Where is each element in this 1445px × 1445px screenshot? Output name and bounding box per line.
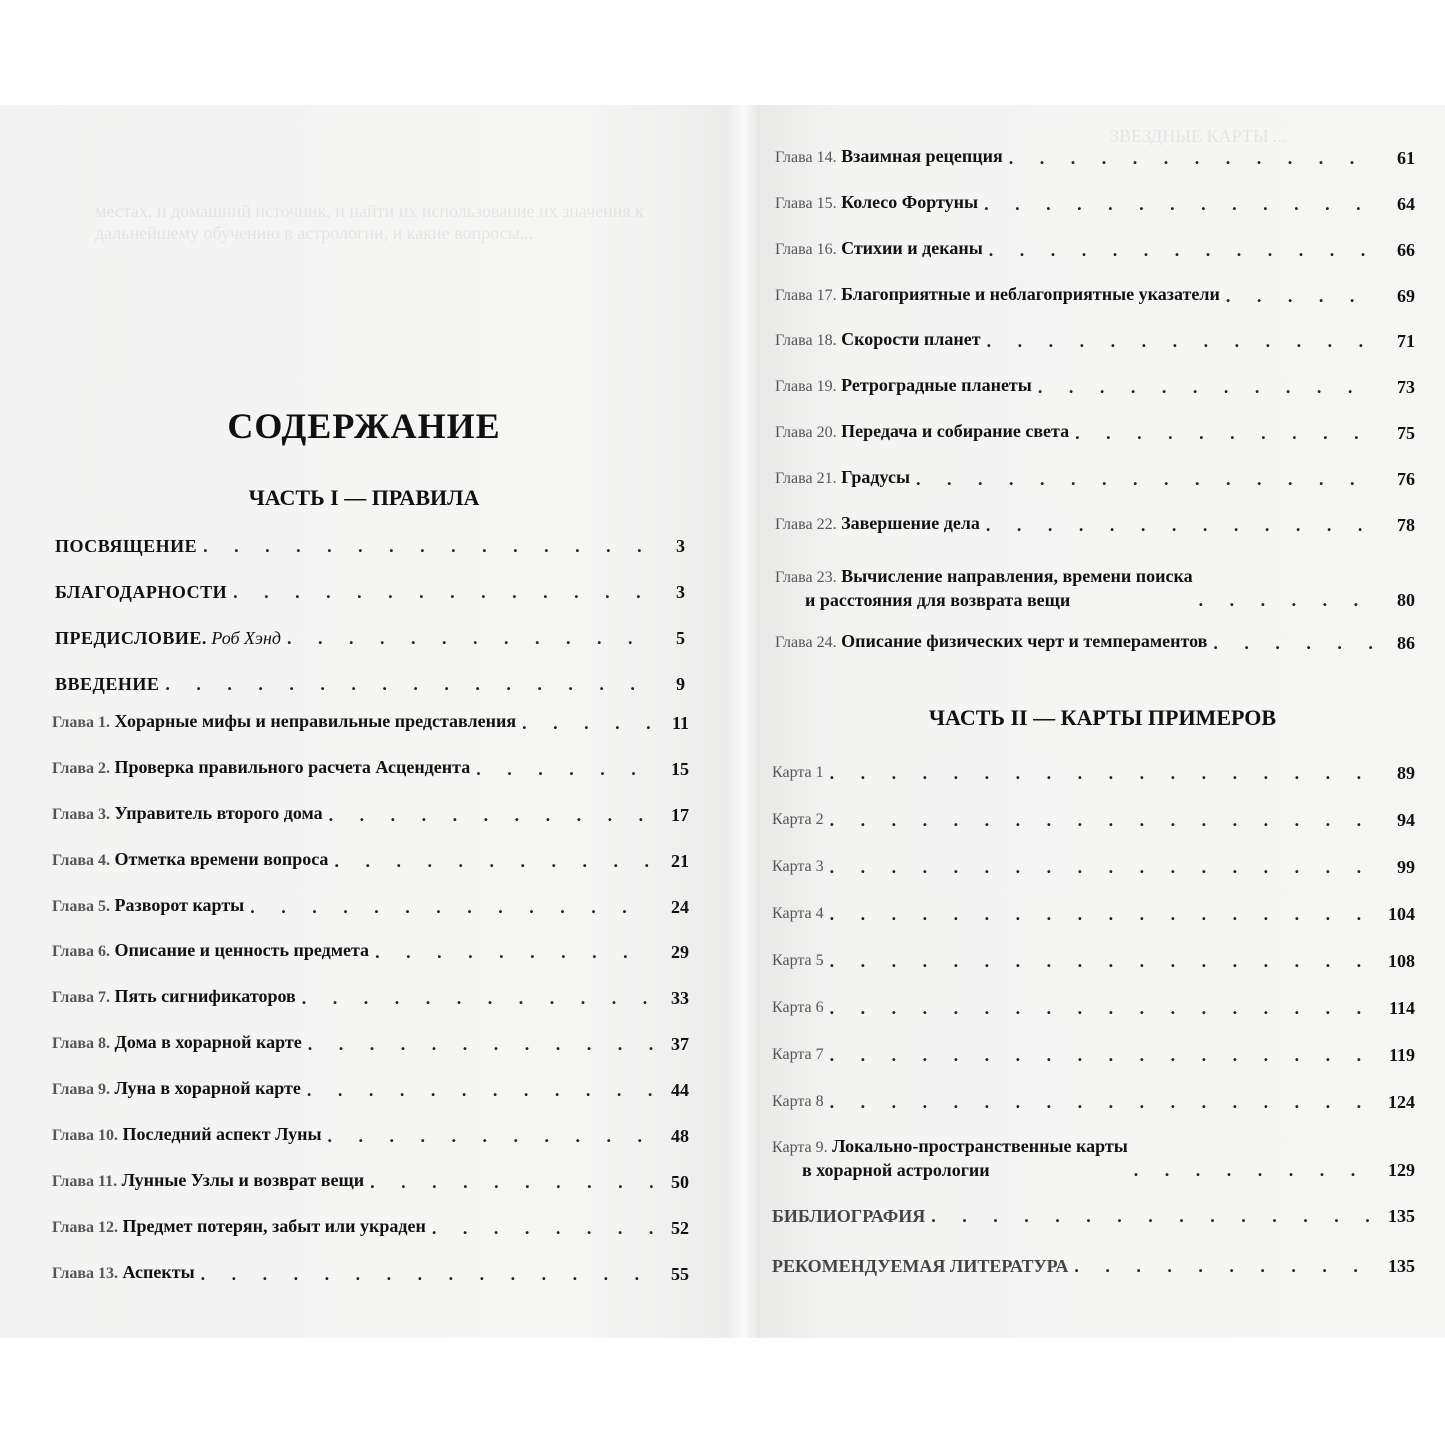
toc-entry-label (52, 802, 323, 826)
chapter-number: Глава 9. (52, 1081, 110, 1098)
page-number: 76 (1397, 469, 1415, 489)
page-number: 48 (671, 1126, 689, 1146)
dot-leader (1199, 589, 1379, 611)
chapter-title: Проверка правильного расчета Асцендента (114, 757, 471, 777)
chapter-title-continuation (772, 1159, 1128, 1181)
toc-entry[interactable] (772, 760, 1415, 784)
toc-entry-label (775, 328, 981, 352)
page-number: 104 (1388, 904, 1415, 924)
page-number: 33 (671, 988, 689, 1008)
chapter-number: Карта 4 (772, 905, 824, 922)
toc-entry[interactable] (772, 1205, 1415, 1227)
toc-entry[interactable] (772, 1135, 1415, 1181)
toc-entry[interactable] (775, 466, 1415, 490)
section-title: БЛАГОДАРНОСТИ (55, 582, 228, 602)
page-number: 9 (676, 674, 685, 694)
chapter-number: Глава 2. (52, 760, 110, 777)
toc-entry-label (52, 1169, 364, 1193)
dot-leader (307, 1079, 653, 1101)
toc-entry[interactable] (55, 627, 685, 649)
dot-leader (1213, 632, 1379, 654)
toc-entry-label (772, 854, 824, 878)
dot-leader (830, 856, 1379, 878)
toc-entry[interactable] (775, 374, 1415, 398)
dot-leader (329, 804, 653, 826)
toc-entry[interactable] (775, 191, 1415, 215)
page-number: 52 (671, 1218, 689, 1238)
toc-entry[interactable] (52, 1215, 689, 1239)
dot-leader (830, 762, 1379, 784)
page-number: 89 (1397, 763, 1415, 783)
chapter-title: Лунные Узлы и возврат вещи (121, 1170, 365, 1190)
chapter-number: Карта 9. (772, 1139, 828, 1156)
chapter-title: Разворот карты (114, 895, 245, 915)
toc-entry[interactable] (772, 807, 1415, 831)
toc-entry-label (775, 191, 978, 215)
toc-entry[interactable] (775, 237, 1415, 261)
dot-leader (308, 1033, 653, 1055)
chapter-number: Глава 4. (52, 852, 110, 869)
chapter-number: Глава 6. (52, 943, 110, 960)
page-number: 71 (1397, 331, 1415, 351)
book-gutter (728, 105, 760, 1338)
bleed-through-text: ЗВЕЗДНЫЕ КАРТЫ ... (1110, 126, 1287, 146)
page-number: 50 (671, 1172, 689, 1192)
chapter-title: Последний аспект Луны (122, 1124, 322, 1144)
chapter-title: Скорости планет (841, 329, 981, 349)
bleed-through-text: местах, и домашний источник, и найти их использование их значения к дальнейшему обучению в астрологии, и какие вопросы... (95, 201, 644, 243)
chapter-title: Дома в хорарной карте (114, 1032, 302, 1052)
page-number: 24 (671, 897, 689, 917)
toc-entry[interactable] (52, 1031, 689, 1055)
toc-entry[interactable] (52, 710, 689, 734)
part2-heading: ЧАСТЬ II — КАРТЫ ПРИМЕРОВ (928, 705, 1277, 730)
chapter-number: Карта 2 (772, 811, 824, 828)
chapter-title-cont-text: и расстояния для возврата вещи (805, 590, 1071, 610)
dot-leader (830, 997, 1379, 1019)
page-number: 3 (676, 582, 685, 602)
page-number: 75 (1397, 423, 1415, 443)
dot-leader (1075, 422, 1379, 444)
page-number: 135 (1388, 1256, 1415, 1276)
toc-entry-label (55, 581, 227, 603)
page-number: 94 (1397, 810, 1415, 830)
dot-leader (287, 627, 649, 649)
toc-entry-label (775, 512, 980, 536)
dot-leader (830, 950, 1379, 972)
dot-leader (984, 193, 1379, 215)
toc-entry[interactable] (52, 756, 689, 780)
toc-entry-label (52, 1123, 322, 1147)
page-number: 11 (671, 713, 689, 733)
chapter-number: Карта 7 (772, 1046, 824, 1063)
page-number: 124 (1388, 1092, 1415, 1112)
toc-entry-label (775, 145, 1003, 169)
chapter-number: Глава 14. (775, 149, 837, 166)
dot-leader (830, 809, 1379, 831)
toc-entry[interactable] (52, 1123, 689, 1147)
toc-entry[interactable] (775, 565, 1415, 611)
page-number: 86 (1397, 633, 1415, 653)
dot-leader (830, 903, 1379, 925)
page-number: 55 (671, 1264, 689, 1284)
chapter-title: Колесо Фортуны (841, 192, 979, 212)
toc-entry-label (775, 630, 1207, 654)
toc-entry-label (52, 1215, 426, 1239)
toc-entry-label (52, 894, 244, 918)
dot-leader (1009, 147, 1379, 169)
toc-entry-label (772, 1205, 925, 1227)
page-number: 17 (671, 805, 689, 825)
dot-leader (1074, 1255, 1379, 1277)
dot-leader (203, 535, 649, 557)
chapter-title: Ретроградные планеты (841, 375, 1032, 395)
toc-entry[interactable] (772, 1089, 1415, 1113)
page-number: 69 (1397, 286, 1415, 306)
chapter-number: Глава 17. (775, 287, 837, 304)
dot-leader (432, 1217, 653, 1239)
page-number: 37 (671, 1034, 689, 1054)
page-number: 61 (1397, 148, 1415, 168)
toc-entry[interactable] (52, 1261, 689, 1285)
chapter-title: Градусы (841, 467, 911, 487)
chapter-number: Глава 24. (775, 634, 837, 651)
toc-entry-label (772, 1135, 1128, 1181)
page-number: 78 (1397, 515, 1415, 535)
section-title: ВВЕДЕНИЕ (55, 674, 160, 694)
toc-entry[interactable] (772, 995, 1415, 1019)
section-title: БИБЛИОГРАФИЯ (772, 1206, 926, 1226)
left-page (0, 105, 728, 1338)
chapter-number: Глава 19. (775, 378, 837, 395)
toc-entry-label (52, 1031, 302, 1055)
dot-leader (1134, 1159, 1379, 1181)
chapter-title: Благоприятные и неблагоприятные указатели (841, 284, 1220, 304)
toc-entry-label (775, 283, 1220, 307)
chapter-title: Отметка времени вопроса (114, 849, 329, 869)
chapter-title: Пять сигнификаторов (114, 986, 296, 1006)
page-number: 44 (671, 1080, 689, 1100)
chapter-number: Глава 18. (775, 332, 837, 349)
chapter-title: Описание физических черт и темпераментов (841, 631, 1208, 651)
toc-entry[interactable] (775, 420, 1415, 444)
page-number: 66 (1397, 240, 1415, 260)
dot-leader (165, 673, 649, 695)
dot-leader (334, 850, 653, 872)
chapter-title: Описание и ценность предмета (114, 940, 370, 960)
toc-entry-label (775, 565, 1193, 611)
toc-entry-label (772, 995, 824, 1019)
dot-leader (522, 712, 653, 734)
dot-leader (201, 1263, 653, 1285)
chapter-number: Глава 16. (775, 241, 837, 258)
chapter-title: Хорарные мифы и неправильные представления (114, 711, 517, 731)
dot-leader (830, 1091, 1379, 1113)
page-number: 80 (1397, 590, 1415, 610)
toc-entry[interactable] (52, 1077, 689, 1101)
dot-leader (476, 758, 653, 780)
dot-leader (1038, 376, 1379, 398)
chapter-number: Карта 3 (772, 858, 824, 875)
dot-leader (375, 941, 653, 963)
toc-entry-label (52, 756, 470, 780)
toc-entry-label (52, 939, 369, 963)
chapter-number: Глава 5. (52, 898, 110, 915)
chapter-number: Глава 1. (52, 714, 110, 731)
toc-entry[interactable] (55, 673, 685, 695)
toc-entry-label (55, 535, 197, 557)
book-spread (0, 105, 1445, 1338)
chapter-title: Вычисление направления, времени поиска (841, 566, 1193, 586)
page-number: 73 (1397, 377, 1415, 397)
toc-entry-label (55, 627, 281, 649)
toc-entry-label (52, 710, 516, 734)
chapter-title: Предмет потерян, забыт или украден (122, 1216, 426, 1236)
toc-entry-label (775, 237, 983, 261)
page-number: 108 (1388, 951, 1415, 971)
toc-entry-label (775, 420, 1069, 444)
toc-entry[interactable] (55, 535, 685, 557)
toc-entry-label (52, 985, 296, 1009)
page-number: 99 (1397, 857, 1415, 877)
dot-leader (986, 514, 1379, 536)
toc-entry-label (52, 1261, 195, 1285)
toc-title: СОДЕРЖАНИЕ (227, 406, 501, 446)
toc-entry-label (775, 466, 910, 490)
toc-entry[interactable] (52, 894, 689, 918)
page-number: 119 (1388, 1045, 1415, 1065)
dot-leader (250, 896, 653, 918)
page-number: 3 (676, 536, 685, 556)
chapter-title: Луна в хорарной карте (114, 1078, 301, 1098)
toc-entry-label (55, 673, 159, 695)
toc-entry[interactable] (52, 1169, 689, 1193)
toc-entry-label (772, 948, 824, 972)
chapter-title: Локально-пространственные карты (832, 1136, 1128, 1156)
section-title: РЕКОМЕНДУЕМАЯ ЛИТЕРАТУРА (772, 1256, 1069, 1276)
toc-entry[interactable] (775, 630, 1415, 654)
part1-heading: ЧАСТЬ I — ПРАВИЛА (248, 485, 480, 510)
chapter-title: Аспекты (122, 1262, 195, 1282)
toc-entry[interactable] (52, 802, 689, 826)
section-title: ПРЕДИСЛОВИЕ. (55, 628, 207, 648)
section-author: Роб Хэнд (211, 628, 282, 648)
page-number: 5 (676, 628, 685, 648)
toc-entry[interactable] (772, 901, 1415, 925)
dot-leader (989, 239, 1379, 261)
dot-leader (830, 1044, 1379, 1066)
page-number: 129 (1388, 1160, 1415, 1180)
section-title: ПОСВЯЩЕНИЕ (55, 536, 198, 556)
chapter-number: Глава 10. (52, 1127, 118, 1144)
page-number: 135 (1388, 1206, 1415, 1226)
chapter-number: Карта 6 (772, 999, 824, 1016)
toc-entry-label (772, 760, 824, 784)
right-page (760, 105, 1445, 1338)
chapter-number: Карта 1 (772, 764, 824, 781)
chapter-number: Глава 11. (52, 1173, 118, 1190)
toc-entry-label (772, 807, 824, 831)
chapter-title: Взаимная рецепция (841, 146, 1003, 166)
dot-leader (1226, 285, 1379, 307)
toc-entry-label (772, 1255, 1068, 1277)
dot-leader (916, 468, 1379, 490)
chapter-title: Завершение дела (841, 513, 980, 533)
chapter-number: Глава 23. (775, 569, 837, 586)
chapter-number: Глава 13. (52, 1265, 118, 1282)
chapter-number: Глава 21. (775, 470, 837, 487)
toc-entry-label (52, 1077, 301, 1101)
toc-entry[interactable] (772, 854, 1415, 878)
toc-entry[interactable] (772, 948, 1415, 972)
toc-entry[interactable] (775, 145, 1415, 169)
chapter-number: Глава 22. (775, 516, 837, 533)
toc-entry[interactable] (55, 581, 685, 603)
dot-leader (931, 1205, 1379, 1227)
toc-entry[interactable] (772, 1042, 1415, 1066)
toc-entry[interactable] (775, 328, 1415, 352)
chapter-number: Карта 8 (772, 1093, 824, 1110)
chapter-number: Глава 12. (52, 1219, 118, 1236)
page-number: 64 (1397, 194, 1415, 214)
chapter-title-cont-text: в хорарной астрологии (802, 1160, 990, 1180)
chapter-number: Глава 20. (775, 424, 837, 441)
page-number: 29 (671, 942, 689, 962)
toc-entry[interactable] (775, 512, 1415, 536)
toc-entry-label (772, 901, 824, 925)
toc-entry[interactable] (52, 985, 689, 1009)
chapter-title: Управитель второго дома (114, 803, 323, 823)
toc-entry-label (52, 848, 328, 872)
toc-entry[interactable] (775, 283, 1415, 307)
page-number: 114 (1388, 998, 1415, 1018)
toc-entry-label (775, 374, 1032, 398)
page-number: 21 (671, 851, 689, 871)
dot-leader (328, 1125, 653, 1147)
toc-entry[interactable] (52, 939, 689, 963)
page-number: 15 (671, 759, 689, 779)
toc-entry[interactable] (772, 1255, 1415, 1277)
chapter-number: Глава 7. (52, 989, 110, 1006)
chapter-title-continuation (775, 589, 1193, 611)
dot-leader (987, 330, 1379, 352)
toc-entry-label (772, 1089, 824, 1113)
dot-leader (302, 987, 653, 1009)
toc-entry-label (772, 1042, 824, 1066)
chapter-number: Глава 15. (775, 195, 837, 212)
dot-leader (233, 581, 649, 603)
toc-entry[interactable] (52, 848, 689, 872)
chapter-title: Стихии и деканы (841, 238, 983, 258)
chapter-number: Карта 5 (772, 952, 824, 969)
dot-leader (370, 1171, 653, 1193)
chapter-title: Передача и собирание света (841, 421, 1070, 441)
chapter-number: Глава 3. (52, 806, 110, 823)
chapter-number: Глава 8. (52, 1035, 110, 1052)
